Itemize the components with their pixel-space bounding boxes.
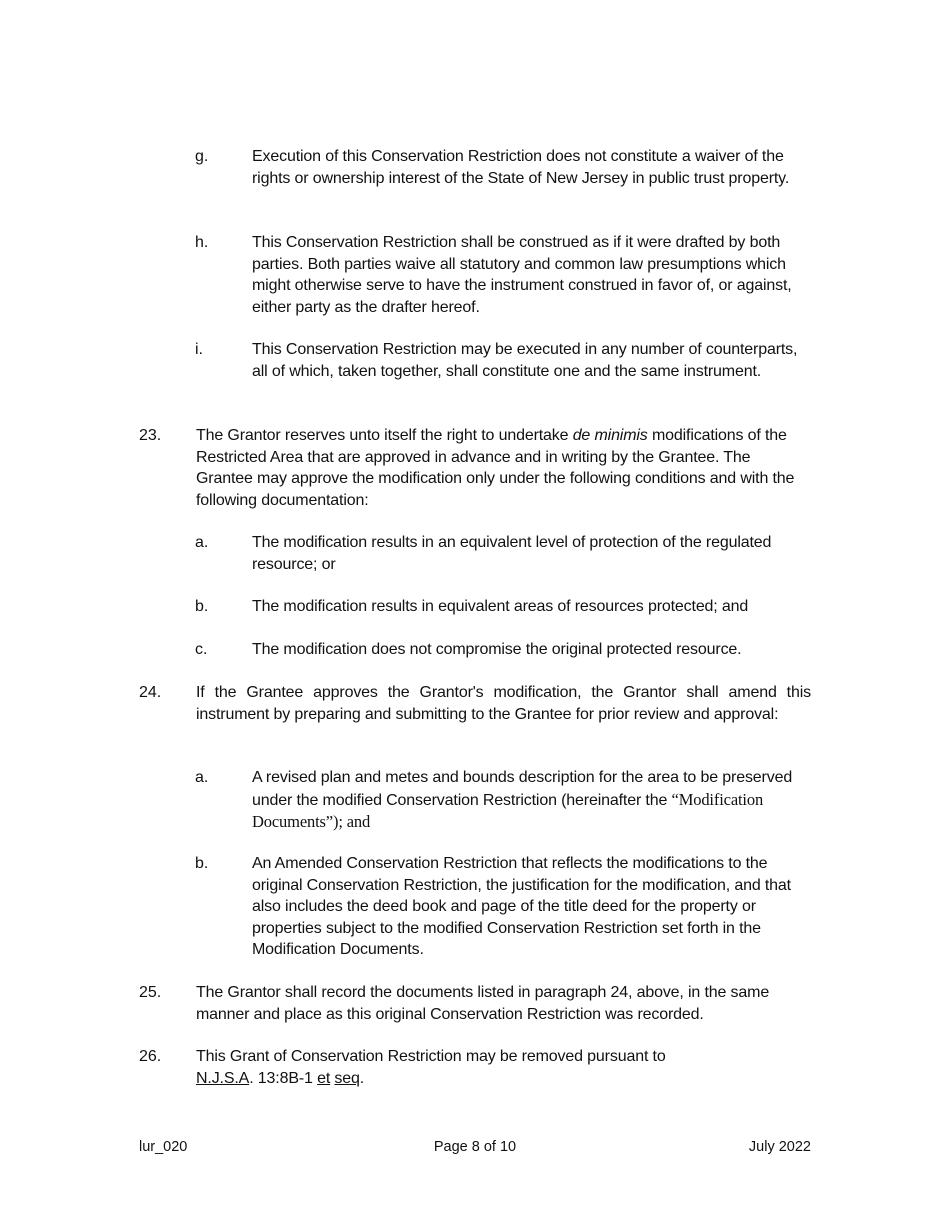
item-label: g. <box>195 148 209 165</box>
item-text: This Conservation Restriction may be executed in any number of counterparts, all of which, taken together, shall constitute one and the same instrument. <box>252 341 798 380</box>
item-text: The modification does not compromise the original protected resource. <box>252 641 742 658</box>
paragraph-text: The Grantor reserves unto itself the right to undertake de minimis modifications of the Restricted Area that are approved in advance and in writing by the Grantee. The Grantee may approve the modification only under the following conditions and with the following documentation: <box>196 427 795 509</box>
list-item-24a <box>195 767 811 834</box>
et-term: et <box>317 1069 331 1087</box>
paragraph-23 <box>139 425 811 511</box>
item-label: c. <box>195 641 208 658</box>
item-text: An Amended Conservation Restriction that reflects the modifications to the original Conservation Restriction, the justification for the modification, and that also includes the deed book and page of the title deed for the property or properties subject to the modified Conservation Restriction set forth in the Modification Documents. <box>252 855 791 958</box>
item-label: b. <box>195 598 209 615</box>
paragraph-text: This Grant of Conservation Restriction may be removed pursuant to N.J.S.A. 13:8B-1 et seq. <box>196 1048 666 1087</box>
footer-form-id: lur_020 <box>139 1139 188 1155</box>
item-label: h. <box>195 234 209 251</box>
footer-date: July 2022 <box>748 1139 811 1155</box>
paragraph-26 <box>139 1046 811 1089</box>
item-text: This Conservation Restriction shall be construed as if it were drafted by both parties. Both parties waive all statutory and common law presumptions which might otherwise serve to have the instrument construed in favor of, or against, either party as the drafter hereof. <box>252 234 792 316</box>
list-item-24b <box>195 853 811 961</box>
item-label: a. <box>195 534 209 551</box>
list-item-23a <box>195 532 811 575</box>
paragraph-24 <box>139 682 811 725</box>
footer-page-number: Page 8 of 10 <box>433 1139 517 1155</box>
item-text: The modification results in an equivalent level of protection of the regulated resource; or <box>252 534 772 573</box>
list-item-h <box>195 232 811 318</box>
item-label: b. <box>195 855 209 872</box>
item-text: The modification results in equivalent areas of resources protected; and <box>252 598 749 615</box>
list-item-i <box>195 339 811 382</box>
paragraph-number: 25. <box>139 984 162 1001</box>
statute-reference: N.J.S.A <box>196 1069 250 1087</box>
item-text: Execution of this Conservation Restriction does not constitute a waiver of the rights or ownership interest of the State of New Jersey in public trust property. <box>252 148 790 187</box>
item-text: A revised plan and metes and bounds description for the area to be preserved under the modified Conservation Restriction (hereinafter the “Modification Documents”); and <box>252 769 793 831</box>
item-label: i. <box>195 341 203 358</box>
item-label: a. <box>195 769 209 786</box>
list-item-23c <box>195 639 811 661</box>
list-item-23b <box>195 596 811 618</box>
paragraph-25 <box>139 982 811 1025</box>
paragraph-text: If the Grantee approves the Grantor's modification, the Grantor shall amend this instrument by preparing and submitting to the Grantee for prior review and approval: <box>196 684 811 723</box>
italic-term: de minimis <box>572 427 648 444</box>
paragraph-number: 23. <box>139 427 162 444</box>
list-item-g <box>195 146 811 189</box>
seq-term: seq <box>334 1069 360 1087</box>
paragraph-number: 24. <box>139 684 162 701</box>
paragraph-number: 26. <box>139 1048 162 1065</box>
defined-term: “Modification Documents”); and <box>252 789 764 831</box>
paragraph-text: The Grantor shall record the documents listed in paragraph 24, above, in the same manner and place as this original Conservation Restriction was recorded. <box>196 984 770 1023</box>
